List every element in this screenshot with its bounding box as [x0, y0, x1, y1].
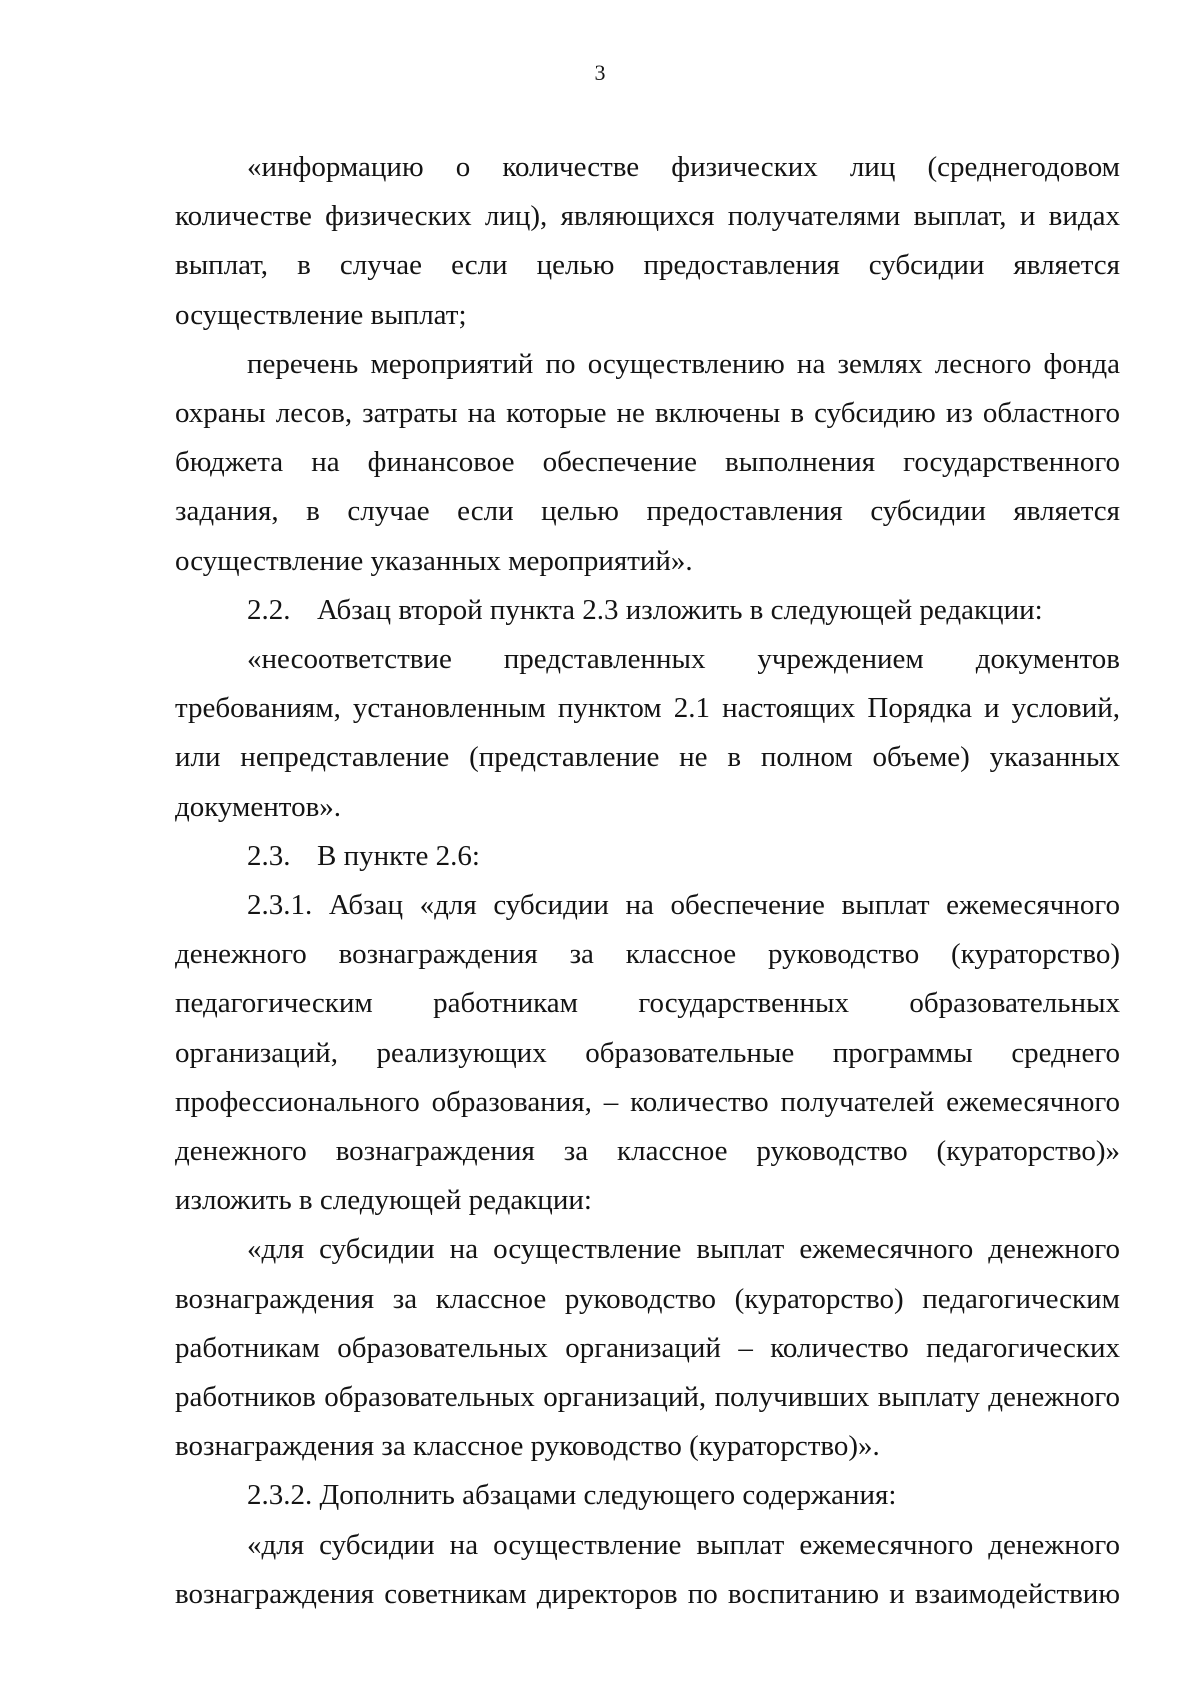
paragraph-class-guidance-payment — [175, 1225, 1120, 1471]
paragraph-text: 2.3.2. Дополнить абзацами следующего содержания: — [247, 1479, 897, 1512]
paragraph-nonconformity — [175, 635, 1120, 832]
paragraph-text: «для субсидии на осуществление выплат ежемесячного денежного вознаграждения советникам директоров по воспитанию и взаимодействию — [175, 1528, 1120, 1610]
clause-2-3-2 — [175, 1471, 1120, 1520]
page-number: 3 — [594, 60, 606, 85]
paragraph-info-individuals — [175, 143, 1120, 340]
clause-2-3-1 — [175, 881, 1120, 1225]
paragraph-text: «несоответствие представленных учреждением документов требованиям, установленным пунктом 2.1 настоящих Порядка и условий, или непредставление (представление не в полном объеме) указанных документов». — [175, 643, 1120, 823]
paragraph-text: «информацию о количестве физических лиц (среднегодовом количестве физических лиц), являющихся получателями выплат, и видах выплат, в случае если целью предоставления субсидии является осуществление выплат; — [175, 151, 1120, 331]
paragraph-forest-measures — [175, 340, 1120, 586]
clause-number: 2.2. — [247, 593, 291, 626]
document-body — [175, 143, 1120, 1619]
paragraph-text: Абзац второй пункта 2.3 изложить в следующей редакции: — [317, 593, 1043, 626]
paragraph-text: «для субсидии на осуществление выплат ежемесячного денежного вознаграждения за классное руководство (кураторство) педагогическим работникам образовательных организаций – количество педагогических работников образовательных организаций, получивших выплату денежного вознаграждения за классное руководство (кураторство)». — [175, 1233, 1120, 1463]
paragraph-text: В пункте 2.6: — [317, 839, 480, 872]
clause-number: 2.3. — [247, 839, 291, 872]
clause-2-2 — [175, 586, 1120, 635]
paragraph-text: 2.3.1. Абзац «для субсидии на обеспечение выплат ежемесячного денежного вознаграждения за классное руководство (кураторство) педагогическим работникам государственных образовательных организаций, реализующих образовательные программы среднего профессионального образования, – количество получателей ежемесячного денежного вознаграждения за классное руководство (кураторство)» изложить в следующей редакции: — [175, 889, 1120, 1217]
paragraph-advisors-payment — [175, 1521, 1120, 1619]
clause-2-3 — [175, 832, 1120, 881]
paragraph-text: перечень мероприятий по осуществлению на землях лесного фонда охраны лесов, затраты на которые не включены в субсидию из областного бюджета на финансовое обеспечение выполнения государственного задания, в случае если целью предоставления субсидии является осуществление указанных мероприятий». — [175, 347, 1120, 577]
